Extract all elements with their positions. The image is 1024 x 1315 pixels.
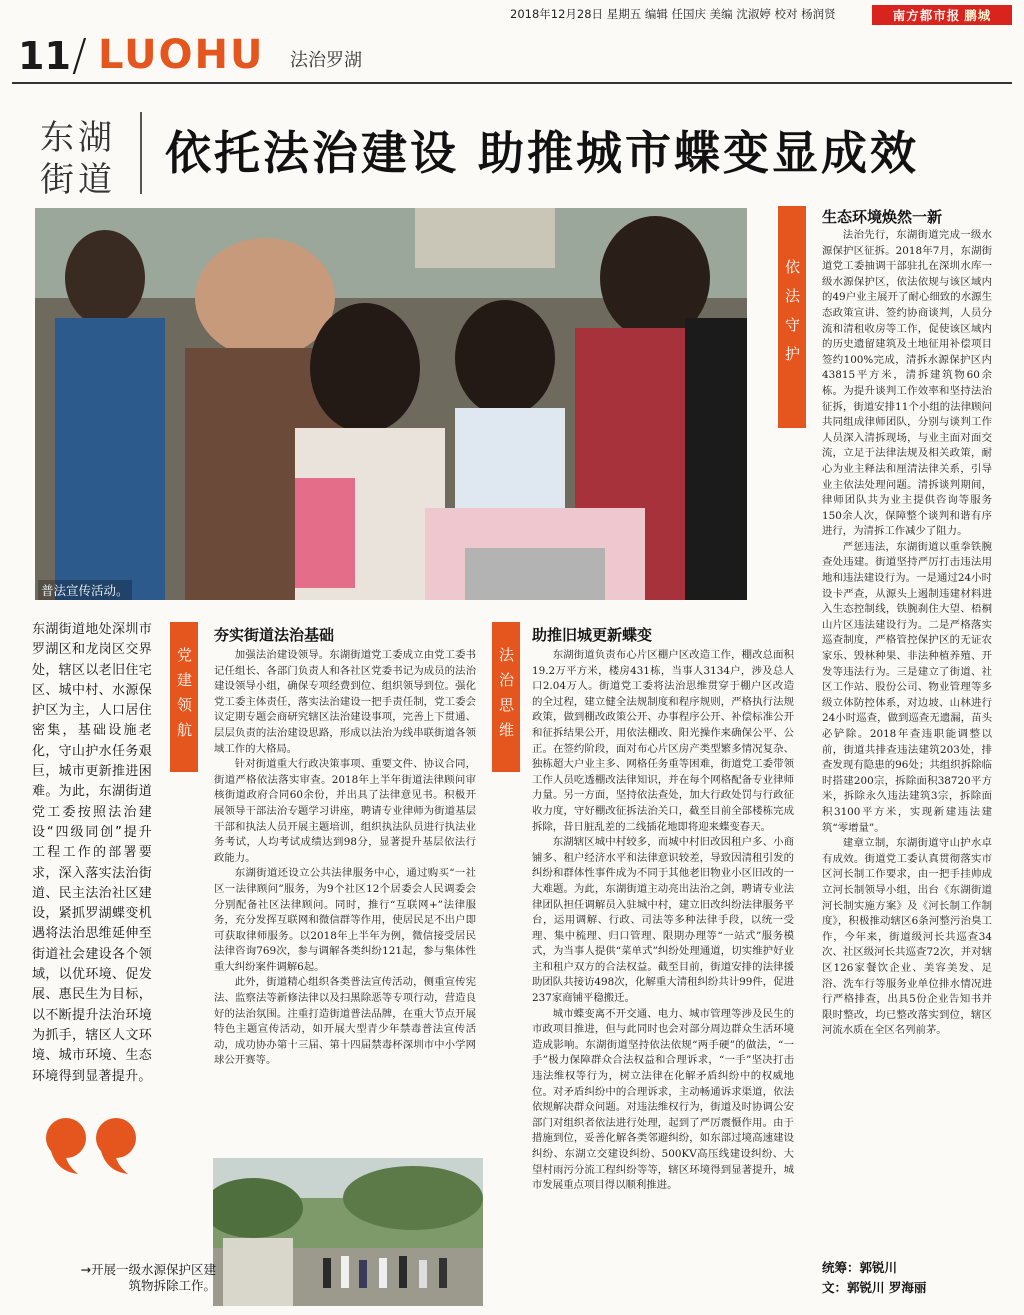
proofreader-credit: 校对 杨润贤 <box>774 7 836 21</box>
issue-date: 2018年12月28日 <box>510 7 604 21</box>
section3-paragraph: 建章立制，东湖街道守山护水卓有成效。街道党工委认真贯彻落实市区河长制工作要求，由一把手挂帅成立河长制领导小组，出台《东湖街道河长制实施方案》及《河长制工作制度》，积极推动辖区6条河整污治臭工作，今年来，街道级河长共巡查34次、社区级河长共巡查72次，并对辖区126家餐饮企业、美容美发、足浴、洗车行等服务业单位排水情况进行严格排查，出具5份企业告知书并限时整改，均已整改落实到位，辖区河流水质在全区名列前茅。 <box>822 837 992 1037</box>
demolition-photo-caption: →开展一级水源保护区建筑物拆除工作。 <box>80 1262 216 1293</box>
editor-credit: 编辑 任国庆 <box>644 7 707 21</box>
section2-title: 助推旧城更新蝶变 <box>532 626 653 644</box>
section1-paragraph: 加强法治建设领导。东湖街道党工委成立由党工委书记任组长、各部门负责人和各社区党委书记为成员的法治建设领导小组，确保专项经费到位、组织领导到位。强化党工委主体责任，落实法治建设一把手责任制，党工委会议定期专题会商研究辖区法治建设事项，完善上下贯通、层层负责的法治建设思路，形成以法治为线串联街道各领域工作的大格局。 <box>214 649 476 755</box>
tab-label-middle: 法治思维 <box>497 647 515 747</box>
section1-paragraph: 此外，街道精心组织各类普法宣传活动，侧重宣传宪法、监察法等新修法律以及扫黑除恶等专项行动，营造良好的法治氛围。注重打造街道普法品牌，在重大节点开展特色主题宣传活动，如开展大型青少年禁毒普法宣传活动，成功协办第十三届、第十四届禁毒杯深圳市中小学网球公开赛等。 <box>214 976 476 1067</box>
tab-party-leadership <box>170 622 198 772</box>
newspaper-logo <box>872 5 1012 25</box>
header-rule <box>12 82 1012 84</box>
tab-label-left: 党建领航 <box>175 647 193 747</box>
tab-law-guardian <box>778 206 806 428</box>
demolition-photo <box>213 1158 483 1306</box>
kicker-divider <box>140 112 142 194</box>
section1-paragraph: 东湖街道还设立公共法律服务中心，通过购买“一社区一法律顾问”服务，为9个社区12个居委会人民调委会分别配备社区法律顾问。同时，推行“互联网+”法律服务，充分发挥互联网和微信群等作用，使居民足不出户即可获取律师服务。以2018年上半年为例，微信接受居民法律咨询769次，参与调解各类纠纷121起，参与集体性重大纠纷案件调解6起。 <box>214 867 476 973</box>
section1-title: 夯实街道法治基础 <box>214 626 335 644</box>
headline-kicker-line2: 街道 <box>40 160 116 200</box>
issue-weekday: 星期五 <box>606 7 642 21</box>
demolition-photo-illustration <box>213 1158 483 1306</box>
section3-title: 生态环境焕然一新 <box>822 208 943 226</box>
headline-kicker-line1: 东湖 <box>40 118 116 158</box>
quote-mark-icon <box>44 1076 144 1196</box>
section1-body <box>214 648 476 1069</box>
tab-rule-of-law-thinking <box>492 622 520 772</box>
section-subtitle: 法治罗湖 <box>290 50 362 71</box>
section3-body <box>822 228 992 1039</box>
tab-label-right: 依法守护 <box>783 259 801 375</box>
main-photo <box>35 208 747 600</box>
intro-paragraph: 东湖街道地处深圳市罗湖区和龙岗区交界处，辖区以老旧住宅区、城中村、水源保护区为主，人口居住密集，基础设施老化，守山护水任务艰巨，城市更新推进困难。为此，东湖街道党工委按照法治建设“四级同创”提升工程工作的部署要求，深入落实法治街道、民主法治社区建设，紧抓罗湖蝶变机遇将法治思维延伸至街道社会建设各个领域，以优环境、促发展、惠民生为目标，以不断提升法治环境为抓手，辖区人文环境、城市环境、生态环境得到显著提升。 <box>32 622 152 1084</box>
section2-paragraph: 城市蝶变离不开交通、电力、城市管理等涉及民生的市政项目推进，但与此同时也会对部分周边群众生活环境造成影响。东湖街道坚持依法依规“两手硬”的做法，“一手”极力保障群众合法权益和合理诉求，“一手”坚决打击违法维权等行为，树立法律在化解矛盾纠纷中的权威地位。对矛盾纠纷中的合理诉求，主动畅通诉求渠道，依法依规解决群众问题。对违法维权行为，街道及时协调公安部门对组织者依法进行处理，起到了严厉震慑作用。由于措施到位，妥善化解各类邻避纠纷，如东部过境高速建设纠纷、东湖立交建设纠纷、500KV高压线建设纠纷、大望村雨污分流工程纠纷等等，辖区环境得到显著提升，城市发展重点项目得以顺利推进。 <box>532 1007 794 1192</box>
photo-illustration <box>35 208 747 600</box>
coordinator-credit: 统筹：郭锐川 <box>822 1260 898 1275</box>
section-name: LUOHU <box>98 32 265 78</box>
art-editor-credit: 美编 沈淑婷 <box>709 7 771 21</box>
quote-mark-svg <box>44 1116 144 1176</box>
photo-caption: 普法宣传活动。 <box>38 580 132 600</box>
slash-divider: / <box>72 30 87 81</box>
publication-meta <box>510 6 836 22</box>
section3-paragraph: 法治先行，东湖街道完成一级水源保护区征拆。2018年7月，东湖街道党工委抽调干部驻扎在深圳水库一级水源保护区，依法依规与该区域内的49户业主展开了耐心细致的水源生态政策宣讲、签约协商谈判，人员分流和清租收房等工作，促使该区域内的历史遗留建筑及土地征用补偿项目签约100%完成，清拆水源保护区内43815平方米，清拆建筑物60余栋。为提升谈判工作效率和坚持法治征拆，街道安排11个小组的法律顾问共同组成律师团队，分别与谈判工作人员深入清拆现场，与业主面对面交流，立足于法律法规及相关政策，耐心为业主释法和厘清法律关系，引导业主依法处理问题。清拆谈判期间，律师团队共为业主提供咨询等服务150余人次，保障整个谈判和谐有序进行，为清拆工作减少了阻力。 <box>822 229 992 538</box>
sub-brand: 鹏城 <box>964 8 992 23</box>
headline-title: 依托法治建设 助推城市蝶变显成效 <box>165 126 920 180</box>
writer-credit: 文：郭锐川 罗海丽 <box>822 1280 927 1295</box>
section2-body <box>532 648 794 1194</box>
page-number: 11 <box>18 34 71 78</box>
section3-paragraph: 严惩违法，东湖街道以重拳铁腕查处违建。街道坚持严厉打击违法用地和违法建设行为。一是通过24小时设卡严查，从源头上遏制违建材料进入生态控制线，铁腕刹住大望、梧桐山片区违法建设行为。二是严格落实巡查制度，严格管控保护区的无证农家乐、毁林种果、非法种植养殖、开发等违法行为。三是建立了街道、社区工作站、股份公司、物业管理等多级立体防控体系，对边坡、山林进行24小时巡查，做到巡查无遗漏，苗头必铲除。2018年查违职能调整以前，街道共排查违法建筑203处，排查发现有隐患的96处；共组织拆除临时搭建200宗，拆除面积38720平方米，拆除永久违法建筑3宗，拆除面积3100平方米，实现新建违法建筑“零增量”。 <box>822 540 992 834</box>
section1-paragraph: 针对街道重大行政决策事项、重要文件、协议合同，街道严格依法落实审查。2018年上半年街道法律顾问审核街道政府合同60余份，并出具了法律意见书。积极开展领导干部法治专题学习讲座，聘请专业律师为街道基层干部和执法人员开展主题培训，组织执法队员进行执法业务考试，人均考试成绩达到98分，显著提升基层依法行政能力。 <box>214 758 476 864</box>
section2-paragraph: 东湖街道负责布心片区棚户区改造工作，棚改总面积19.2万平方米，楼房431栋，当事人3134户，涉及总人口2.04万人。街道党工委将法治思维贯穿于棚户区改造的全过程，建立健全法规制度和程序规则，严格执行法规政策，做到棚改政策公开、办事程序公开、补偿标准公开和征拆结果公开，用依法棚改、阳光操作来确保公平、公正。在签约阶段，面对布心片区房产类型繁多情况复杂、独栋超大户业主多、网格任务重等困难，街道党工委带领工作人员吃透棚改法律知识，并在每个网格配备专业律师力量。另一方面，坚持依法查处，加大行政处罚与行政征收力度，守好棚改征拆法治关口，截至目前全部楼栋完成拆除，昔日脏乱差的二线插花地即将迎来蝶变春天。 <box>532 649 794 833</box>
newspaper-name: 南方都市报 <box>892 8 961 23</box>
section2-paragraph: 东湖辖区城中村较多，而城中村旧改因租户多、小商铺多、租户经济水平和法律意识较差，导致因清租引发的纠纷和群体性事件成为不同于其他老旧物业小区旧改的一大难题。为此，东湖街道主动亮出法治之剑，聘请专业法律团队担任调解员入驻城中村，建立旧改纠纷法律服务平台，运用调解、行政、司法等多种法律手段，以统一受理、集中梳理、归口管理、限期办理等“一站式”服务模式，为当事人提供“菜单式”纠纷处理通道，切实维护好业主和租户双方的合法权益。截至目前，街道安排的法律援助团队共接访498次，化解重大清租纠纷共计99件，促进237家商铺平稳搬迁。 <box>532 836 794 1005</box>
